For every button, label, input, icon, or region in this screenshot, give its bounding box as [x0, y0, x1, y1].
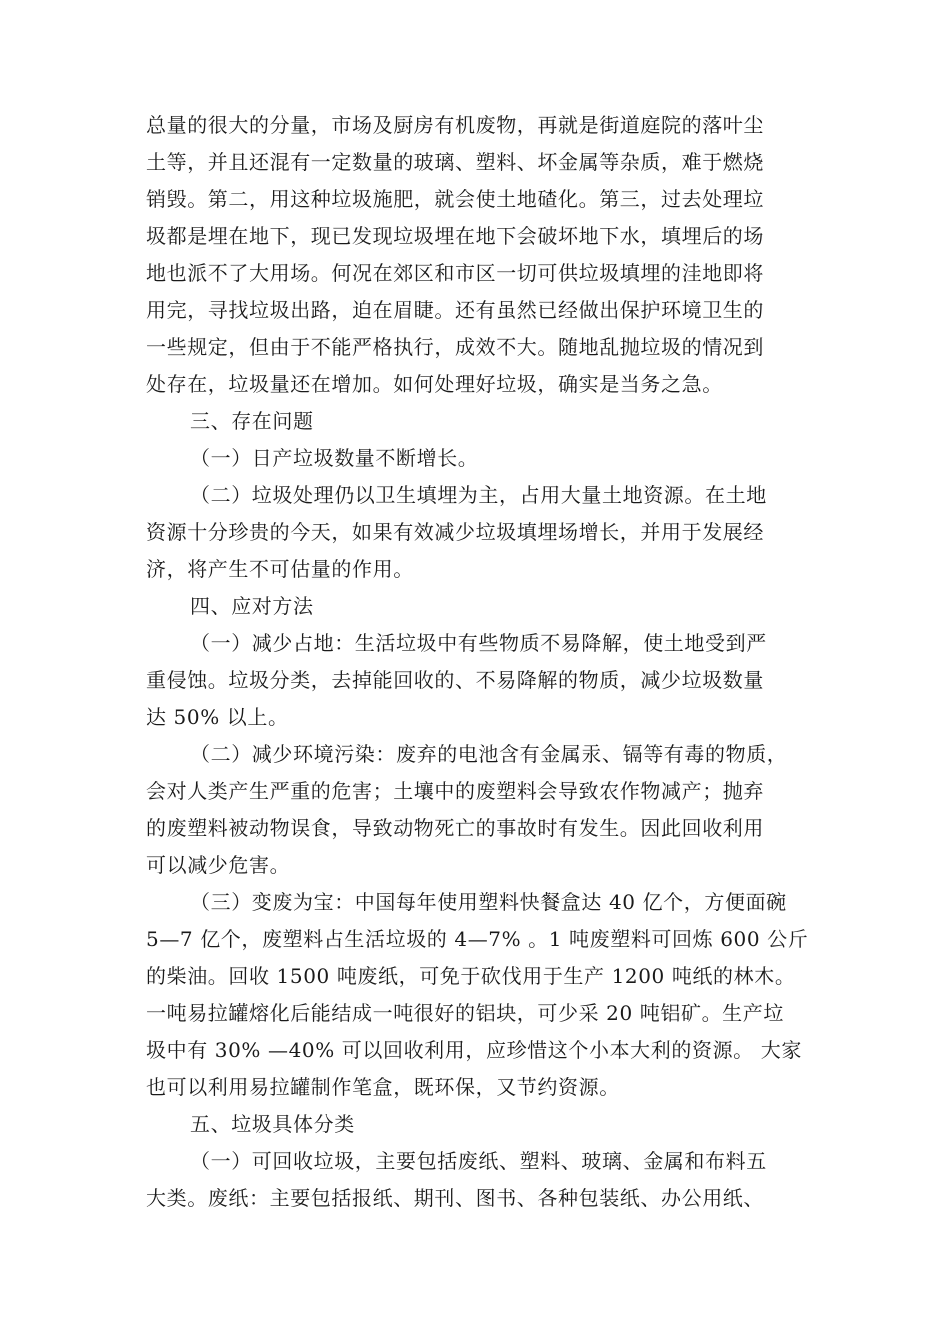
text-line: （一）可回收垃圾，主要包括废纸、塑料、玻璃、金属和布料五	[190, 1149, 767, 1173]
text-line: 的废塑料被动物误食，导致动物死亡的事故时有发生。因此回收利用	[146, 816, 764, 840]
text-line: 一吨易拉罐熔化后能结成一吨很好的铝块，可少采 20 吨铝矿。生产垃	[146, 1001, 784, 1025]
section-heading: 五、垃圾具体分类	[190, 1112, 355, 1136]
section-heading: 三、存在问题	[190, 409, 314, 433]
text-line: 圾中有 30% —40% 可以回收利用，应珍惜这个小本大利的资源。 大家	[146, 1038, 802, 1062]
text-line: 销毁。第二，用这种垃圾施肥，就会使土地碴化。第三，过去处理垃	[146, 187, 764, 211]
text-line: 济，将产生不可估量的作用。	[146, 557, 414, 581]
document-body	[146, 107, 810, 1217]
text-line: （二）减少环境污染：废弃的电池含有金属汞、镉等有毒的物质，	[190, 742, 788, 766]
text-line: （三）变废为宝：中国每年使用塑料快餐盒达 40 亿个，方便面碗	[190, 890, 787, 914]
text-line: 总量的很大的分量，市场及厨房有机废物，再就是街道庭院的落叶尘	[146, 113, 764, 137]
text-line: 处存在，垃圾量还在增加。如何处理好垃圾，确实是当务之急。	[146, 372, 723, 396]
text-line: 会对人类产生严重的危害；土壤中的废塑料会导致农作物减产；抛弃	[146, 779, 764, 803]
text-line: （二）垃圾处理仍以卫生填埋为主，占用大量土地资源。在土地	[190, 483, 767, 507]
text-line: 地也派不了大用场。何况在郊区和市区一切可供垃圾填埋的洼地即将	[146, 261, 764, 285]
text-line: 重侵蚀。垃圾分类，去掉能回收的、不易降解的物质，减少垃圾数量	[146, 668, 764, 692]
text-line: （一）减少占地：生活垃圾中有些物质不易降解，使土地受到严	[190, 631, 767, 655]
text-line: 土等，并且还混有一定数量的玻璃、塑料、坏金属等杂质，难于燃烧	[146, 150, 764, 174]
text-line: 资源十分珍贵的今天，如果有效减少垃圾填埋场增长，并用于发展经	[146, 520, 764, 544]
text-line: 可以减少危害。	[146, 853, 291, 877]
text-line: 达 50% 以上。	[146, 705, 289, 729]
text-line: 圾都是埋在地下，现已发现垃圾埋在地下会破坏地下水，填埋后的场	[146, 224, 764, 248]
text-line: 的柴油。回收 1500 吨废纸，可免于砍伐用于生产 1200 吨纸的林木。	[146, 964, 796, 988]
section-heading: 四、应对方法	[190, 594, 314, 618]
text-line: （一）日产垃圾数量不断增长。	[190, 446, 479, 470]
text-line: 大类。废纸：主要包括报纸、期刊、图书、各种包装纸、办公用纸、	[146, 1186, 764, 1210]
text-line: 也可以利用易拉罐制作笔盒，既环保，又节约资源。	[146, 1075, 620, 1099]
text-line: 5—7 亿个，废塑料占生活垃圾的 4—7% 。1 吨废塑料可回炼 600 公斤	[146, 927, 809, 951]
text-line: 一些规定，但由于不能严格执行，成效不大。随地乱抛垃圾的情况到	[146, 335, 764, 359]
text-line: 用完，寻找垃圾出路，迫在眉睫。还有虽然已经做出保护环境卫生的	[146, 298, 764, 322]
